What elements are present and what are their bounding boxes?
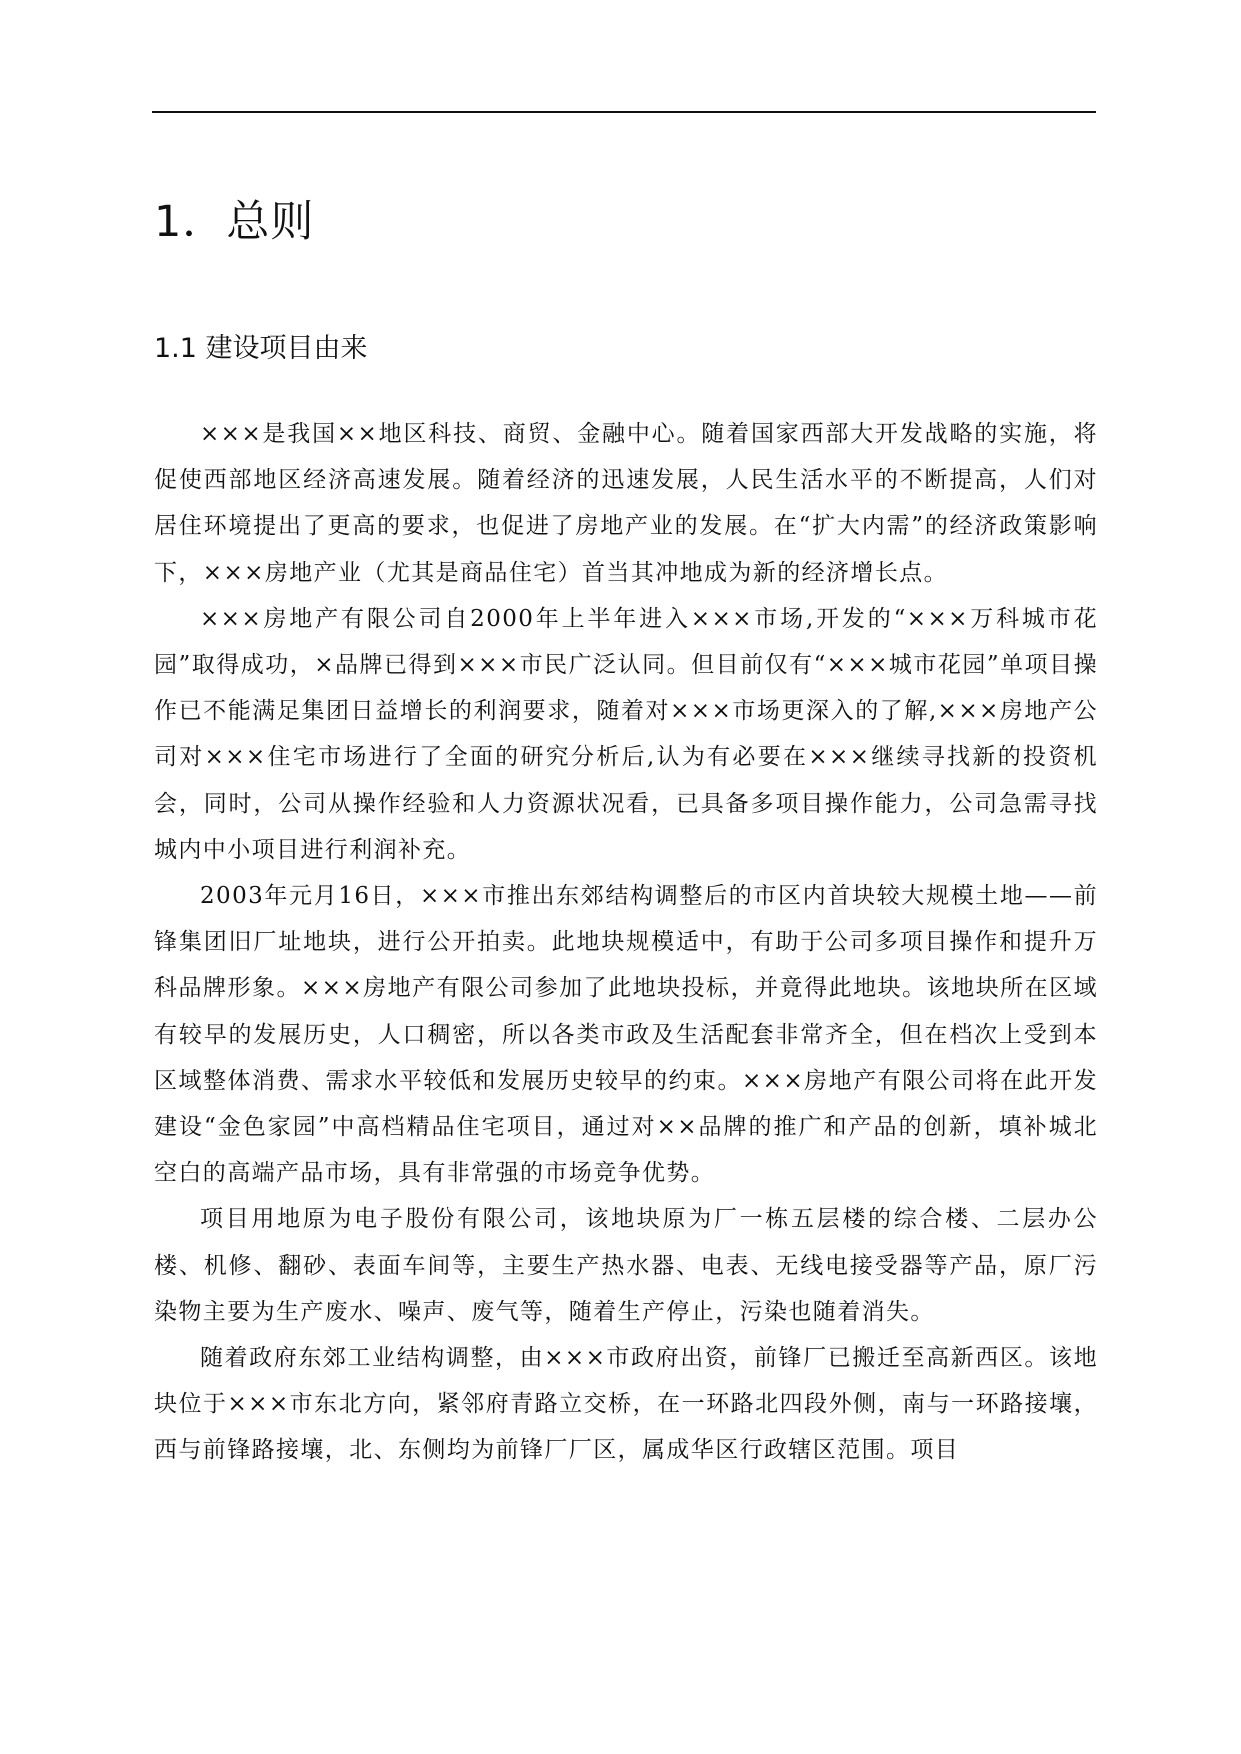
chapter-title: 1．总则 xyxy=(154,197,315,247)
header-rule xyxy=(152,111,1096,113)
body-text xyxy=(154,411,1098,1474)
paragraph: 2003年元月16日，×××市推出东郊结构调整后的市区内首块较大规模土地——前锋集团旧厂址地块，进行公开拍卖。此地块规模适中，有助于公司多项目操作和提升万科品牌形象。×××房地产有限公司参加了此地块投标，并竟得此地块。该地块所在区域有较早的发展历史，人口稠密，所以各类市政及生活配套非常齐全，但在档次上受到本区域整体消费、需求水平较低和发展历史较早的约束。×××房地产有限公司将在此开发建设“金色家园”中高档精品住宅项目，通过对××品牌的推广和产品的创新，填补城北空白的高端产品市场，具有非常强的市场竞争优势。 xyxy=(154,883,1098,1187)
section-title: 1.1 建设项目由来 xyxy=(154,333,368,364)
paragraph: ×××房地产有限公司自2000年上半年进入×××市场,开发的“×××万科城市花园”取得成功，×品牌已得到×××市民广泛认同。但目前仅有“×××城市花园”单项目操作已不能满足集团日益增长的利润要求，随着对×××市场更深入的了解,×××房地产公司对×××住宅市场进行了全面的研究分析后,认为有必要在×××继续寻找新的投资机会，同时，公司从操作经验和人力资源状况看，已具备多项目操作能力，公司急需寻找城内中小项目进行利润补充。 xyxy=(154,605,1098,863)
paragraph: ×××是我国××地区科技、商贸、金融中心。随着国家西部大开发战略的实施，将促使西部地区经济高速发展。随着经济的迅速发展，人民生活水平的不断提高，人们对居住环境提出了更高的要求，也促进了房地产业的发展。在“扩大内需”的经济政策影响下，×××房地产业（尤其是商品住宅）首当其冲地成为新的经济增长点。 xyxy=(154,421,1098,586)
paragraph: 项目用地原为电子股份有限公司，该地块原为厂一栋五层楼的综合楼、二层办公楼、机修、翻砂、表面车间等，主要生产热水器、电表、无线电接受器等产品，原厂污染物主要为生产废水、噪声、废气等，随着生产停止，污染也随着消失。 xyxy=(154,1206,1098,1325)
paragraph: 随着政府东郊工业结构调整，由×××市政府出资，前锋厂已搬迁至高新西区。该地块位于×××市东北方向，紧邻府青路立交桥，在一环路北四段外侧，南与一环路接壤，西与前锋路接壤，北、东侧均为前锋厂厂区，属成华区行政辖区范围。项目 xyxy=(154,1345,1098,1464)
